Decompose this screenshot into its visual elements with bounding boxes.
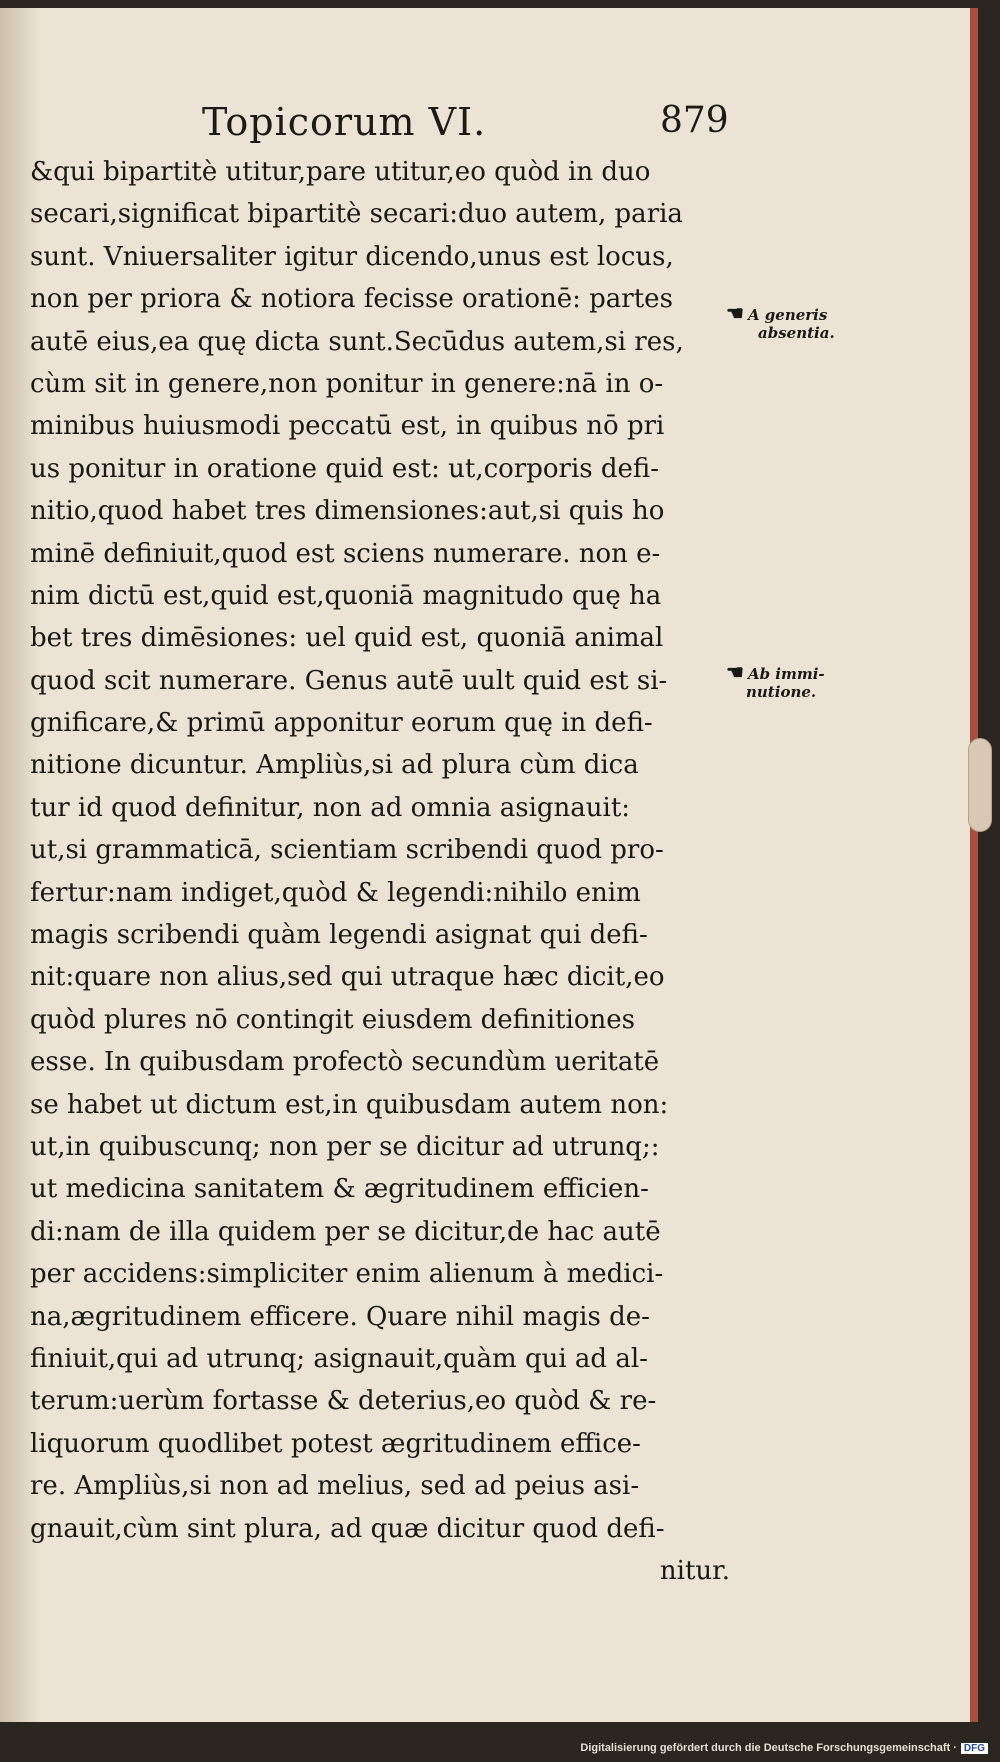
text-line: nitio,quod habet tres dimensiones:aut,si quis ho	[30, 496, 665, 527]
text-line: per accidens:simpliciter enim alienum à medici-	[30, 1259, 664, 1290]
marginal-note-line: nutione.	[746, 683, 817, 701]
text-line: sunt. Vniuersaliter igitur dicendo,unus est locus,	[30, 241, 674, 272]
text-line: non per priora & notiora fecisse orationē: partes	[30, 284, 673, 315]
text-line: nitione dicuntur. Ampliùs,si ad plura cùm dica	[30, 750, 639, 781]
dfg-logo: DFG	[961, 1743, 988, 1754]
running-title: Topicorum VI.	[202, 100, 487, 144]
marginal-note	[726, 301, 835, 342]
text-line: us ponitur in oratione quid est: ut,corporis defi-	[30, 453, 660, 484]
text-line: minē definiuit,quod est sciens numerare. non e-	[30, 538, 661, 569]
text-line: nitur.	[659, 1555, 730, 1586]
text-line: tur id quod definitur, non ad omnia asignauit:	[30, 792, 631, 823]
text-line: nit:quare non alius,sed qui utraque hæc dicit,eo	[30, 962, 665, 993]
text-line: di:nam de illa quidem per se dicitur,de hac autē	[30, 1216, 661, 1247]
text-line: ut,in quibuscunq; non per se dicitur ad utrunq;:	[30, 1131, 660, 1162]
marginal-note	[726, 660, 825, 701]
footer-credit	[0, 1742, 988, 1754]
text-line: cùm sit in genere,non ponitur in genere:nā in o-	[30, 368, 664, 399]
text-line: na,ægritudinem efficere. Quare nihil magis de-	[30, 1301, 650, 1332]
text-line: ut medicina sanitatem & ægritudinem efficien-	[30, 1174, 649, 1205]
text-line: re. Ampliùs,si non ad melius, sed ad peius asi-	[30, 1471, 640, 1502]
text-line: finiuit,qui ad utrunq; asignauit,quàm qui ad al-	[30, 1343, 648, 1374]
text-line: bet tres dimēsiones: uel quid est, quoniā animal	[30, 623, 664, 654]
text-line: esse. In quibusdam profectò secundùm ueritatē	[30, 1047, 660, 1078]
text-line: terum:uerùm fortasse & deterius,eo quòd & re-	[30, 1386, 657, 1417]
page-header	[0, 100, 970, 150]
book-clasp	[968, 738, 992, 832]
text-line: gnauit,cùm sint plura, ad quæ dicitur quod defi-	[30, 1513, 665, 1544]
text-line: fertur:nam indiget,quòd & legendi:nihilo enim	[30, 877, 641, 908]
marginal-note-line: absentia.	[758, 324, 835, 342]
text-line: gnificare,& primū apponitur eorum quę in defi-	[30, 708, 653, 739]
pointing-hand-icon: ☚	[726, 660, 744, 684]
text-line: &qui bipartitè utitur,pare utitur,eo quòd in duo	[30, 157, 651, 187]
page-number: 879	[660, 100, 729, 141]
text-line: liquorum quodlibet potest ægritudinem effice-	[30, 1428, 641, 1459]
main-text-block	[30, 151, 730, 1592]
marginal-note-line: A generis	[747, 306, 828, 324]
text-line: quòd plures nō contingit eiusdem definitiones	[30, 1004, 635, 1035]
text-line: ut,si grammaticā, scientiam scribendi quod pro-	[30, 835, 664, 866]
text-line: magis scribendi quàm legendi asignat qui defi-	[30, 920, 648, 951]
marginal-note-line: Ab immi-	[747, 665, 825, 683]
text-line: quod scit numerare. Genus autē uult quid est si-	[30, 665, 668, 696]
text-line: se habet ut dictum est,in quibusdam autem non:	[30, 1089, 669, 1120]
text-line: minibus huiusmodi peccatū est, in quibus nō pri	[30, 411, 665, 442]
text-line: secari,significat bipartitè secari:duo autem, paria	[30, 199, 683, 230]
text-line: autē eius,ea quę dicta sunt.Secūdus autem,si res,	[30, 326, 684, 357]
text-line: nim dictū est,quid est,quoniā magnitudo quę ha	[30, 580, 662, 611]
footer-credit-text: Digitalisierung gefördert durch die Deutsche Forschungsgemeinschaft ·	[580, 1742, 957, 1754]
pointing-hand-icon: ☚	[726, 301, 744, 325]
book-page	[0, 8, 978, 1722]
